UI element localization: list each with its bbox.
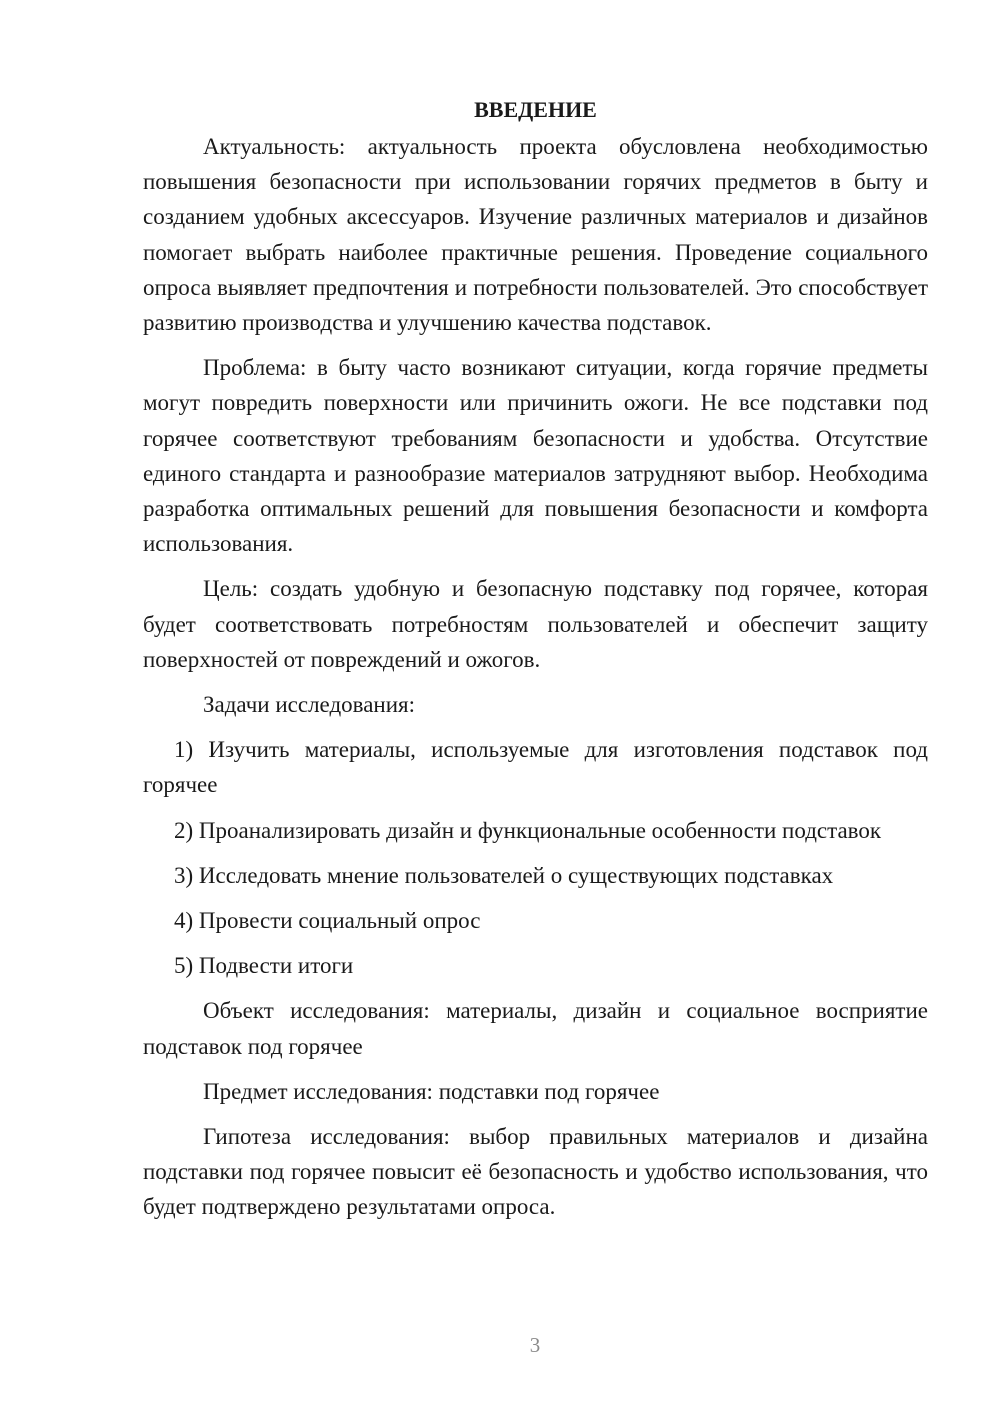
- task-item: 2) Проанализировать дизайн и функциональные особенности подставок: [174, 817, 882, 843]
- task-item: 5) Подвести итоги: [174, 953, 354, 979]
- paragraph-subject: Предмет исследования: подставки под горячее: [203, 1078, 660, 1104]
- task-item: 3) Исследовать мнение пользователей о существующих подставках: [174, 862, 834, 888]
- tasks-heading: Задачи исследования:: [203, 692, 416, 718]
- page-number: 3: [529, 1333, 541, 1357]
- paragraph-goal: Цель: создать удобную и безопасную подставку под горячее, которая будет соответствовать потребностям пользователей и обеспечит защиту поверхностей от повреждений и ожогов.: [143, 576, 928, 672]
- page-title: ВВЕДЕНИЕ: [474, 97, 597, 122]
- paragraph-hypothesis: Гипотеза исследования: выбор правильных материалов и дизайна подставки под горячее повысит её безопасность и удобство использования, что будет подтверждено результатами опроса.: [143, 1124, 928, 1220]
- paragraph-problem: Проблема: в быту часто возникают ситуации, когда горячие предметы могут повредить поверхности или причинить ожоги. Не все подставки под горячее соответствуют требованиям безопасности и удобства. Отсутствие единого стандарта и разнообразие материалов затрудняют выбор. Необходима разработка оптимальных решений для повышения безопасности и комфорта использования.: [143, 355, 928, 557]
- paragraph-relevance: Актуальность: актуальность проекта обусловлена необходимостью повышения безопасности при использовании горячих предметов в быту и созданием удобных аксессуаров. Изучение различных материалов и дизайнов помогает выбрать наиболее практичные решения. Проведение социального опроса выявляет предпочтения и потребности пользователей. Это способствует развитию производства и улучшению качества подставок.: [143, 134, 928, 336]
- task-item: 1) Изучить материалы, используемые для изготовления подставок под горячее: [143, 737, 928, 798]
- paragraph-object: Объект исследования: материалы, дизайн и социальное восприятие подставок под горячее: [143, 998, 928, 1059]
- task-item: 4) Провести социальный опрос: [174, 908, 481, 934]
- page-content: [143, 92, 928, 1235]
